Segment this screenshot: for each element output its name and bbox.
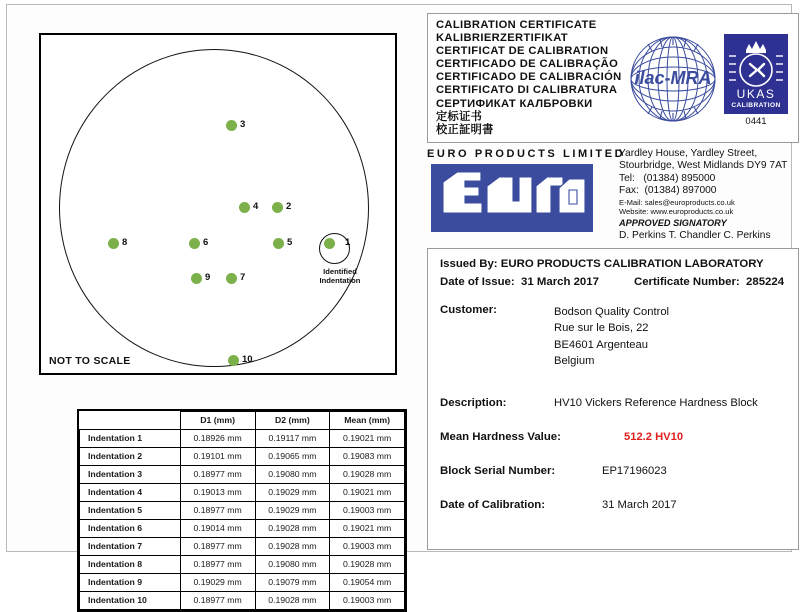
date-of-calibration-value: 31 March 2017 (602, 499, 677, 511)
certificate-title-line-2: KALIBRIERZERTIFIKAT (436, 32, 568, 45)
issued-by-value: EURO PRODUCTS CALIBRATION LABORATORY (500, 258, 764, 270)
indentation-marker-5 (273, 238, 284, 249)
signatory-names: D. Perkins T. Chandler C. Perkins (619, 229, 771, 241)
table-cell-indentation-name: Indentation 4 (80, 484, 181, 502)
table-cell-d2: 0.19065 mm (255, 448, 330, 466)
table-cell-d2: 0.19029 mm (255, 484, 330, 502)
table-cell-d2: 0.19028 mm (255, 592, 330, 610)
ukas-accreditation-number: 0441 (745, 116, 767, 127)
approved-signatory-label: APPROVED SIGNATORY (619, 217, 727, 228)
certificate-page (6, 4, 792, 605)
table-cell-indentation-name: Indentation 8 (80, 556, 181, 574)
svg-text:ilac-MRA: ilac-MRA (634, 68, 712, 88)
certificate-number-label: Certificate Number: (634, 276, 740, 288)
table-cell-d1: 0.19013 mm (180, 484, 255, 502)
indentation-marker-6 (189, 238, 200, 249)
table-cell-indentation-name: Indentation 10 (80, 592, 181, 610)
company-section (427, 148, 799, 242)
euro-wordmark-icon (435, 168, 589, 226)
ilac-mra-logo-icon (630, 36, 716, 122)
table-header-d1: D1 (mm) (180, 412, 255, 430)
left-column (39, 33, 397, 605)
indentation-data-table (77, 409, 407, 612)
table-cell-mean: 0.19003 mm (330, 502, 405, 520)
indentation-marker-label-8: 8 (122, 237, 128, 248)
table-cell-indentation-name: Indentation 7 (80, 538, 181, 556)
indentation-marker-label-3: 3 (240, 119, 246, 130)
certificate-title-line-4: CERTIFICADO DE CALIBRAÇÃO (436, 58, 619, 71)
table-cell-d1: 0.18977 mm (180, 592, 255, 610)
table-cell-d1: 0.19101 mm (180, 448, 255, 466)
certificate-title-line-7: СЕРТИФИКАТ КАЛБРОВКИ (436, 97, 593, 110)
indentation-marker-label-6: 6 (203, 237, 209, 248)
customer-address-line-1: Bodson Quality Control (554, 306, 670, 318)
indentation-marker-4 (239, 202, 250, 213)
customer-label: Customer: (440, 304, 497, 316)
table-cell-d2: 0.19080 mm (255, 466, 330, 484)
table-cell-indentation-name: Indentation 5 (80, 502, 181, 520)
telephone-label: Tel: (619, 172, 635, 184)
table-cell-d2: 0.19028 mm (255, 538, 330, 556)
description-label: Description: (440, 397, 507, 409)
website-line: Website: www.europroducts.co.uk (619, 207, 734, 217)
certificate-number-value: 285224 (746, 276, 785, 288)
table-row (80, 520, 405, 538)
address-line-2: Stourbridge, West Midlands DY9 7AT (619, 160, 788, 172)
indentation-marker-2 (272, 202, 283, 213)
customer-address-line-3: BE4601 Argenteau (554, 338, 648, 351)
indentation-marker-label-9: 9 (205, 272, 211, 283)
certificate-title-cjk-1: 定标证书 (436, 110, 483, 123)
certificate-title-line-3: CERTIFICAT DE CALIBRATION (436, 45, 609, 58)
table-cell-d1: 0.18926 mm (180, 430, 255, 448)
customer-address-line-2: Rue sur le Bois, 22 (554, 322, 649, 335)
ukas-logo-icon (724, 34, 788, 114)
indentation-marker-10 (228, 355, 239, 366)
email-line: E-Mail: sales@europroducts.co.uk (619, 197, 735, 207)
date-of-issue-value: 31 March 2017 (521, 276, 599, 288)
table-cell-d2: 0.19028 mm (255, 520, 330, 538)
certificate-title-line-1: CALIBRATION CERTIFICATE (436, 19, 597, 31)
indentation-marker-9 (191, 273, 202, 284)
telephone (619, 173, 799, 185)
mean-hardness-label: Mean Hardness Value: (440, 431, 561, 443)
certificate-title-line-5: CERTIFICADO DE CALIBRACIÓN (436, 71, 622, 84)
table-cell-d2: 0.19079 mm (255, 574, 330, 592)
table-header-d2: D2 (mm) (255, 412, 330, 430)
svg-text:UKAS: UKAS (736, 87, 776, 101)
indentation-marker-7 (226, 273, 237, 284)
table-body (80, 430, 405, 610)
table-cell-d1: 0.18977 mm (180, 466, 255, 484)
indentation-marker-3 (226, 120, 237, 131)
identified-indentation-note: Identified Indentation (319, 267, 361, 286)
table-cell-mean: 0.19028 mm (330, 556, 405, 574)
table-cell-indentation-name: Indentation 9 (80, 574, 181, 592)
table-cell-d1: 0.18977 mm (180, 556, 255, 574)
table-cell-d1: 0.19014 mm (180, 520, 255, 538)
table-row (80, 538, 405, 556)
date-of-calibration-label: Date of Calibration: (440, 499, 546, 511)
block-serial-value: EP17196023 (602, 465, 667, 477)
table-header-corner (80, 412, 181, 430)
table-header-row (80, 412, 405, 430)
indentation-marker-label-1: 1 (345, 237, 351, 248)
certificate-title-cjk-2: 校正証明書 (436, 123, 494, 136)
table-cell-mean: 0.19003 mm (330, 592, 405, 610)
customer-address-line-4: Belgium (554, 355, 595, 368)
fax-value: (01384) 897000 (644, 185, 717, 197)
table-cell-mean: 0.19021 mm (330, 520, 405, 538)
table-cell-indentation-name: Indentation 3 (80, 466, 181, 484)
date-of-issue-label: Date of Issue: (440, 276, 515, 288)
block-serial-label: Block Serial Number: (440, 465, 556, 477)
specimen-circle (59, 49, 369, 367)
table-cell-d1: 0.18977 mm (180, 502, 255, 520)
table-cell-d2: 0.19029 mm (255, 502, 330, 520)
certificate-details-box (427, 248, 799, 550)
table-cell-d1: 0.18977 mm (180, 538, 255, 556)
indentation-marker-1 (324, 238, 335, 249)
table-cell-indentation-name: Indentation 6 (80, 520, 181, 538)
table-cell-indentation-name: Indentation 2 (80, 448, 181, 466)
indentation-map-diagram (39, 33, 397, 375)
description-value: HV10 Vickers Reference Hardness Block (554, 397, 758, 409)
indentation-marker-label-5: 5 (287, 237, 293, 248)
euro-logo (431, 164, 593, 232)
table-cell-d1: 0.19029 mm (180, 574, 255, 592)
date-of-issue-row (440, 276, 599, 288)
table-cell-mean: 0.19003 mm (330, 538, 405, 556)
right-column (427, 13, 799, 550)
telephone-value: (01384) 895000 (643, 172, 716, 184)
indentation-marker-8 (108, 238, 119, 249)
certificate-number-row (634, 276, 784, 288)
table-cell-mean: 0.19054 mm (330, 574, 405, 592)
table-cell-mean: 0.19028 mm (330, 466, 405, 484)
fax-label: Fax: (619, 185, 639, 197)
certificate-header-box (427, 13, 799, 143)
table-cell-mean: 0.19021 mm (330, 430, 405, 448)
not-to-scale-label: NOT TO SCALE (49, 355, 131, 367)
indentation-marker-label-2: 2 (286, 201, 292, 212)
table-cell-d2: 0.19117 mm (255, 430, 330, 448)
table-header-mean: Mean (mm) (330, 412, 405, 430)
table-cell-mean: 0.19083 mm (330, 448, 405, 466)
table-row (80, 466, 405, 484)
certificate-title-languages (436, 19, 622, 137)
company-address-block (619, 148, 799, 242)
indentation-marker-label-7: 7 (240, 272, 246, 283)
table-row (80, 448, 405, 466)
indentation-marker-label-10: 10 (242, 354, 253, 365)
table-cell-mean: 0.19021 mm (330, 484, 405, 502)
mean-hardness-value: 512.2 HV10 (624, 431, 684, 443)
table-cell-indentation-name: Indentation 1 (80, 430, 181, 448)
table-row (80, 574, 405, 592)
fax (619, 185, 799, 197)
customer-address (554, 304, 669, 370)
svg-text:CALIBRATION: CALIBRATION (731, 102, 781, 109)
table-row (80, 556, 405, 574)
table-row (80, 430, 405, 448)
table-row (80, 592, 405, 610)
table-cell-d2: 0.19080 mm (255, 556, 330, 574)
issued-by-label: Issued By: (440, 258, 498, 270)
certificate-title-line-6: CERTIFICATO DI CALIBRATURA (436, 84, 618, 97)
table-row (80, 484, 405, 502)
table-row (80, 502, 405, 520)
indentation-marker-label-4: 4 (253, 201, 259, 212)
company-name: EURO PRODUCTS LIMITED (427, 148, 626, 160)
issued-by-row (440, 258, 764, 270)
address-line-1: Yardley House, Yardley Street, (619, 148, 758, 159)
